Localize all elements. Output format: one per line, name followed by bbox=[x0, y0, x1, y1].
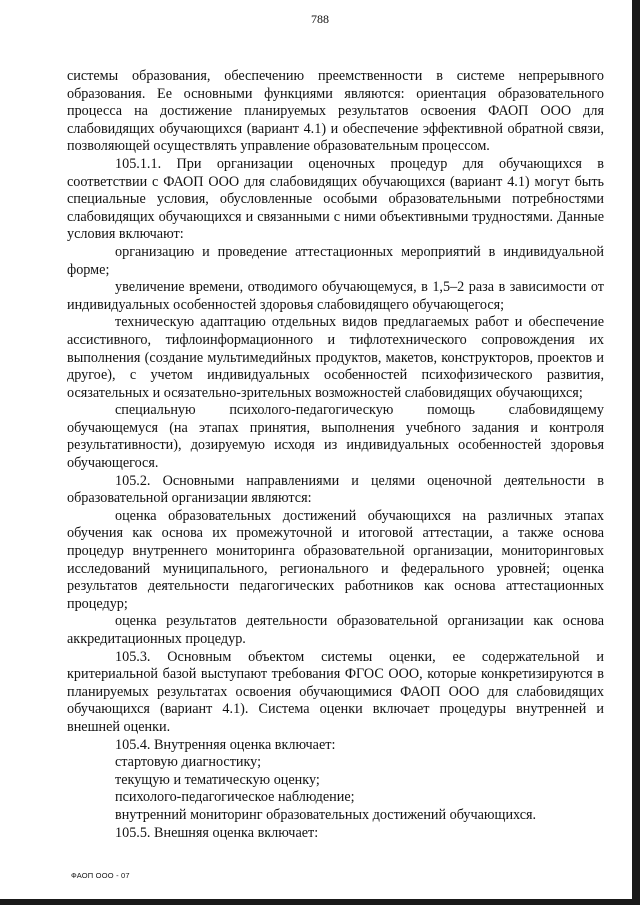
scan-edge-bottom bbox=[0, 899, 640, 905]
paragraph: оценка результатов деятельности образовательной организации как основа аккредитационных процедур. bbox=[67, 613, 604, 647]
paragraph: специальную психолого-педагогическую помощь слабовидящему обучающемуся (на этапах принятия, выполнения учебного задания и контроля результативности), дозируемую исходя из индивидуальных особенностей здоровья обучающегося. bbox=[67, 402, 604, 472]
paragraph: 105.2. Основными направлениями и целями оценочной деятельности в образовательной организации являются: bbox=[67, 472, 604, 507]
paragraph: организацию и проведение аттестационных мероприятий в индивидуальной форме; bbox=[67, 243, 604, 278]
page-number: 788 bbox=[311, 12, 329, 26]
paragraph: психолого-педагогическое наблюдение; bbox=[115, 789, 355, 806]
paragraph: стартовую диагностику; bbox=[115, 754, 262, 771]
scan-edge-right bbox=[632, 0, 640, 905]
paragraph: внутренний мониторинг образовательных достижений обучающихся. bbox=[115, 806, 537, 823]
paragraph: текущую и тематическую оценку; bbox=[115, 771, 320, 788]
paragraph: системы образования, обеспечению преемственности в системе непрерывного образования. Ее основными функциями являются: ориентация образовательного процесса на достижение планируемых результатов освоения ФАОП ООО для слабовидящих обучающихся (вариант 4.1) и обеспечение эффективной обратной связи, позволяющей осуществлять управление образовательным процессом. bbox=[67, 68, 604, 155]
paragraph: 105.5. Внешняя оценка включает: bbox=[115, 824, 319, 841]
paragraph: 105.1.1. При организации оценочных процедур для обучающихся в соответствии с ФАОП ООО для слабовидящих обучающихся (вариант 4.1) могут быть специальные условия, обусловленные особыми образовательными потребностями слабовидящих обучающихся и связанными с ними объективными трудностями. Данные условия включают: bbox=[67, 155, 604, 243]
footer-document-code: ФАОП ООО - 07 bbox=[71, 871, 130, 880]
paragraph: увеличение времени, отводимого обучающемуся, в 1,5–2 раза в зависимости от индивидуальных особенностей здоровья слабовидящего обучающегося; bbox=[67, 279, 604, 313]
document-body bbox=[67, 68, 604, 842]
paragraph: 105.3. Основным объектом системы оценки, ее содержательной и критериальной базой выступают требования ФГОС ООО, которые конкретизируются в планируемых результатах освоения обучающимися ФАОП ООО для слабовидящих обучающихся (вариант 4.1). Система оценки включает процедуры внутренней и внешней оценки. bbox=[67, 648, 604, 735]
paragraph: 105.4. Внутренняя оценка включает: bbox=[115, 736, 336, 753]
paragraph: техническую адаптацию отдельных видов предлагаемых работ и обеспечение ассистивного, тифлоинформационного и тифлотехнического сопровождения их выполнения (создание мультимедийных продуктов, макетов, конструкторов, проектов и другое), с учетом индивидуальных особенностей психофизического развития, осязательных и осязательно-зрительных возможностей слабовидящих обучающихся; bbox=[67, 314, 604, 401]
paragraph: оценка образовательных достижений обучающихся на различных этапах обучения как основа их промежуточной и итоговой аттестации, а также основа процедур внутреннего мониторинга образовательной организации, мониторинговых исследований муниципального, регионального и федерального уровней; оценка результатов деятельности педагогических работников как основа аттестационных процедур; bbox=[67, 507, 604, 612]
